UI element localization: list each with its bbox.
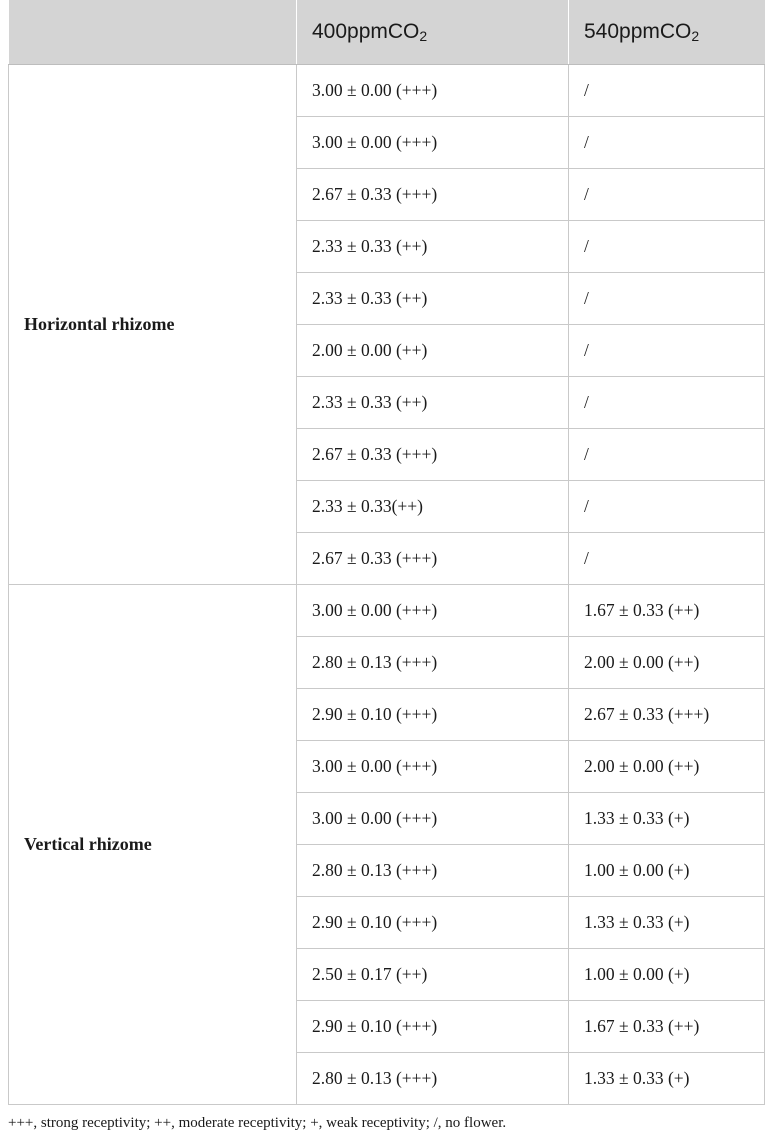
- cell-540ppm: 1.33 ± 0.33 (+): [569, 1053, 765, 1105]
- table-footnote: +++, strong receptivity; ++, moderate receptivity; +, weak receptivity; /, no flower.: [8, 1115, 507, 1131]
- group-label-0: Horizontal rhizome: [9, 65, 297, 585]
- header-row: [9, 0, 765, 65]
- cell-540ppm: /: [569, 273, 765, 325]
- cell-540ppm: 1.00 ± 0.00 (+): [569, 845, 765, 897]
- cell-540ppm: /: [569, 377, 765, 429]
- header-400ppm: [297, 0, 569, 65]
- cell-400ppm: 2.00 ± 0.00 (++): [297, 325, 569, 377]
- cell-540ppm: 1.67 ± 0.33 (++): [569, 1001, 765, 1053]
- cell-540ppm: 1.00 ± 0.00 (+): [569, 949, 765, 1001]
- cell-540ppm: /: [569, 117, 765, 169]
- header-540ppm-label: 540ppmCO: [584, 20, 692, 43]
- cell-540ppm: 1.33 ± 0.33 (+): [569, 793, 765, 845]
- cell-400ppm: 2.33 ± 0.33 (++): [297, 377, 569, 429]
- cell-400ppm: 3.00 ± 0.00 (+++): [297, 585, 569, 637]
- cell-400ppm: 2.90 ± 0.10 (+++): [297, 897, 569, 949]
- cell-400ppm: 2.67 ± 0.33 (+++): [297, 533, 569, 585]
- group-label-1: Vertical rhizome: [9, 585, 297, 1105]
- cell-540ppm: /: [569, 429, 765, 481]
- cell-540ppm: 1.67 ± 0.33 (++): [569, 585, 765, 637]
- cell-400ppm: 2.80 ± 0.13 (+++): [297, 1053, 569, 1105]
- cell-400ppm: 2.33 ± 0.33(++): [297, 481, 569, 533]
- cell-540ppm: /: [569, 533, 765, 585]
- cell-400ppm: 2.33 ± 0.33 (++): [297, 273, 569, 325]
- cell-400ppm: 2.33 ± 0.33 (++): [297, 221, 569, 273]
- cell-540ppm: /: [569, 325, 765, 377]
- cell-400ppm: 2.90 ± 0.10 (+++): [297, 689, 569, 741]
- header-400ppm-subscript: 2: [419, 28, 428, 44]
- cell-400ppm: 2.67 ± 0.33 (+++): [297, 429, 569, 481]
- data-table-container: [8, 0, 764, 1105]
- cell-540ppm: 2.00 ± 0.00 (++): [569, 741, 765, 793]
- cell-400ppm: 2.90 ± 0.10 (+++): [297, 1001, 569, 1053]
- cell-400ppm: 2.67 ± 0.33 (+++): [297, 169, 569, 221]
- cell-400ppm: 3.00 ± 0.00 (+++): [297, 65, 569, 117]
- table-header: [9, 0, 765, 65]
- cell-540ppm: /: [569, 221, 765, 273]
- cell-540ppm: 2.00 ± 0.00 (++): [569, 637, 765, 689]
- receptivity-table: [8, 0, 765, 1105]
- header-400ppm-label: 400ppmCO: [312, 20, 420, 43]
- cell-540ppm: 2.67 ± 0.33 (+++): [569, 689, 765, 741]
- cell-400ppm: 2.80 ± 0.13 (+++): [297, 845, 569, 897]
- header-540ppm-subscript: 2: [691, 28, 700, 44]
- cell-540ppm: 1.33 ± 0.33 (+): [569, 897, 765, 949]
- cell-400ppm: 3.00 ± 0.00 (+++): [297, 117, 569, 169]
- cell-400ppm: 2.80 ± 0.13 (+++): [297, 637, 569, 689]
- cell-400ppm: 3.00 ± 0.00 (+++): [297, 793, 569, 845]
- cell-540ppm: /: [569, 65, 765, 117]
- table-row: [9, 585, 765, 637]
- cell-400ppm: 2.50 ± 0.17 (++): [297, 949, 569, 1001]
- cell-540ppm: /: [569, 481, 765, 533]
- header-540ppm: [569, 0, 765, 65]
- table-row: [9, 65, 765, 117]
- cell-540ppm: /: [569, 169, 765, 221]
- table-body: [9, 65, 765, 1105]
- cell-400ppm: 3.00 ± 0.00 (+++): [297, 741, 569, 793]
- header-empty-cell: [9, 0, 297, 65]
